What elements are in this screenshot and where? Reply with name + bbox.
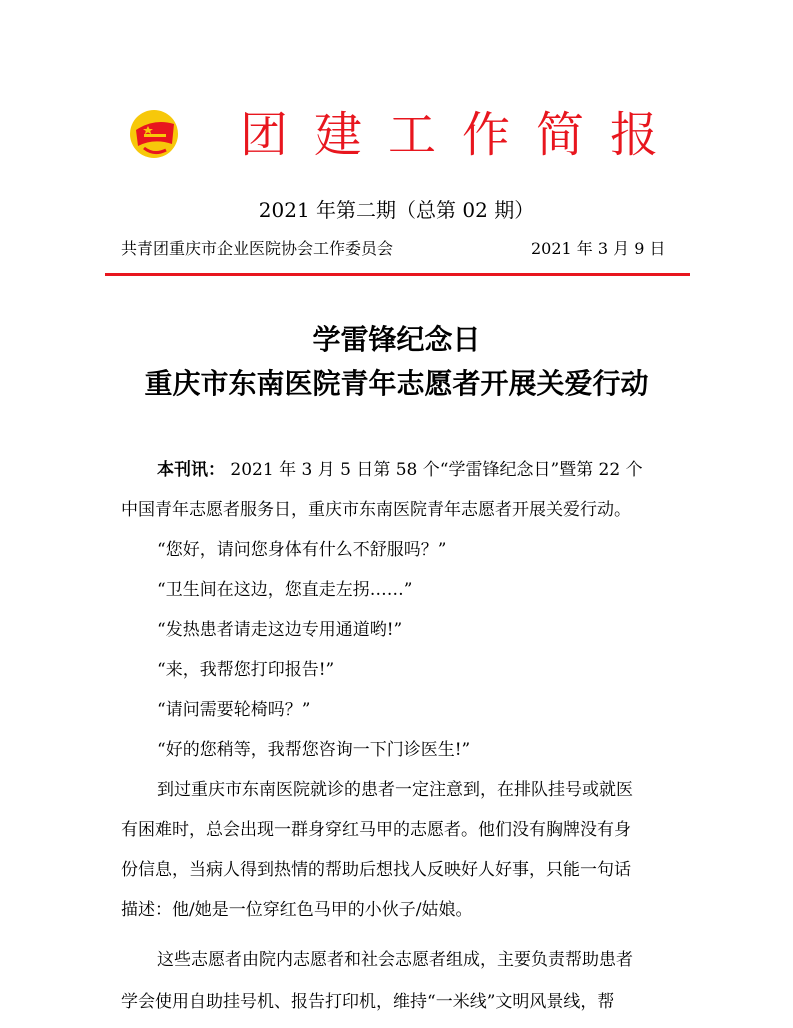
publish-date: 2021 年 3 月 9 日 — [531, 239, 666, 258]
quote-line: “请问需要轮椅吗？” — [157, 700, 311, 720]
body-text: 2021 年 3 月 5 日第 58 个“学雷锋纪念日”暨第 22 个 — [225, 460, 643, 480]
masthead-title: 团建工作简报 — [240, 107, 685, 163]
body-line: 份信息，当病人得到热情的帮助后想找人反映好人好事，只能一句话 — [121, 860, 631, 880]
headline-line-1: 学雷锋纪念日 — [312, 323, 481, 356]
issuer-organization: 共青团重庆市企业医院协会工作委员会 — [121, 239, 394, 258]
quote-line: “卫生间在这边，您直走左拐……” — [157, 580, 413, 600]
body-line-1 — [121, 450, 681, 490]
body-line: 到过重庆市东南医院就诊的患者一定注意到，在排队挂号或就医 — [157, 780, 633, 800]
body-line: 描述：他/她是一位穿红色马甲的小伙子/姑娘。 — [121, 900, 473, 920]
quote-line: “来，我帮您打印报告!” — [157, 660, 335, 680]
lead-label: 本刊讯： — [157, 460, 225, 480]
issue-number: 2021 年第二期（总第 02 期） — [258, 198, 535, 222]
red-divider — [105, 273, 690, 276]
headline-line-2: 重庆市东南医院青年志愿者开展关爱行动 — [144, 367, 649, 400]
quote-line: “您好，请问您身体有什么不舒服吗？” — [157, 540, 447, 560]
body-line: 这些志愿者由院内志愿者和社会志愿者组成，主要负责帮助患者 — [157, 950, 633, 970]
quote-line: “好的您稍等，我帮您咨询一下门诊医生!” — [157, 740, 471, 760]
quote-line: “发热患者请走这边专用通道哟!” — [157, 620, 403, 640]
body-line: 有困难时，总会出现一群身穿红马甲的志愿者。他们没有胸牌没有身 — [121, 820, 631, 840]
youth-league-emblem-icon — [124, 104, 184, 160]
body-line-2: 中国青年志愿者服务日，重庆市东南医院青年志愿者开展关爱行动。 — [121, 500, 631, 520]
body-line: 学会使用自助挂号机、报告打印机，维持“一米线”文明风景线，帮 — [121, 992, 615, 1012]
